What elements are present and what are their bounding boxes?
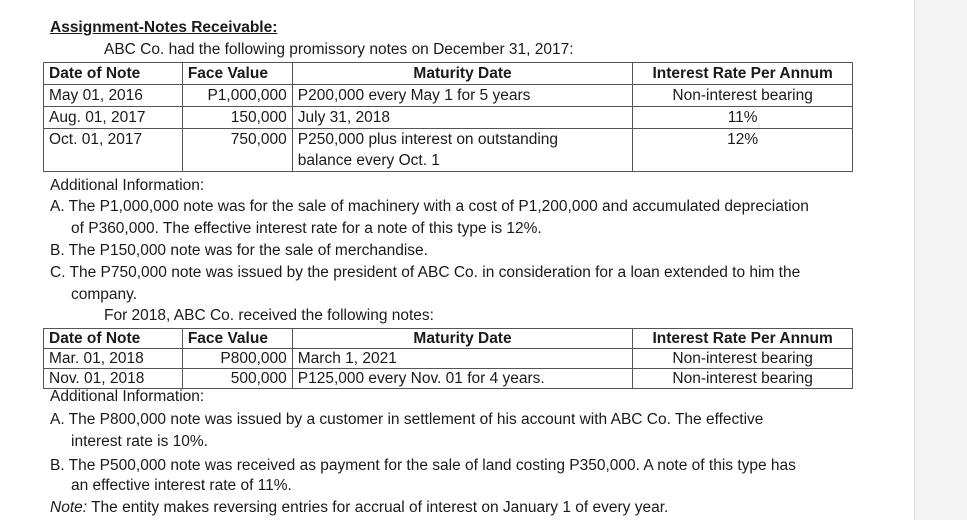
cell-date: Nov. 01, 2018	[44, 369, 183, 389]
document-title: Assignment-Notes Receivable:	[50, 19, 278, 36]
header-face-value: Face Value	[182, 63, 292, 85]
notes-2018-table	[43, 328, 853, 389]
table-row	[44, 349, 853, 369]
header-interest-rate: Interest Rate Per Annum	[633, 329, 853, 349]
cell-face: P1,000,000	[182, 85, 292, 107]
header-face-value: Face Value	[182, 329, 292, 349]
table-row	[44, 85, 853, 107]
note-text: The entity makes reversing entries for accrual of interest on January 1 of every year.	[87, 499, 669, 516]
right-margin-panel	[914, 0, 967, 520]
cell-date: May 01, 2016	[44, 85, 183, 107]
cell-maturity: P125,000 every Nov. 01 for 4 years.	[292, 369, 633, 389]
cell-maturity: P200,000 every May 1 for 5 years	[292, 85, 633, 107]
additional-info-label-2: Additional Information:	[50, 388, 205, 405]
header-maturity: Maturity Date	[292, 329, 633, 349]
cell-rate: Non-interest bearing	[633, 369, 853, 389]
cell-maturity: March 1, 2021	[292, 349, 633, 369]
cell-maturity	[292, 129, 633, 172]
intro-2017: ABC Co. had the following promissory notes on December 31, 2017:	[104, 41, 574, 58]
info1-a-line1: A. The P1,000,000 note was for the sale of machinery with a cost of P1,200,000 and accumulated depreciation	[50, 198, 809, 215]
cell-face: 500,000	[182, 369, 292, 389]
cell-date: Oct. 01, 2017	[44, 129, 183, 172]
note-label: Note:	[50, 499, 88, 516]
cell-rate: Non-interest bearing	[633, 85, 853, 107]
table-row	[44, 107, 853, 129]
header-date: Date of Note	[44, 63, 183, 85]
intro-2018: For 2018, ABC Co. received the following notes:	[104, 307, 434, 324]
cell-rate: Non-interest bearing	[633, 349, 853, 369]
additional-info-label: Additional Information:	[50, 177, 205, 194]
note-line	[50, 498, 668, 518]
info2-b-line1: B. The P500,000 note was received as payment for the sale of land costing P350,000. A note of this type has	[50, 457, 796, 474]
info1-c-line2: company.	[71, 286, 138, 303]
info2-a-line1: A. The P800,000 note was issued by a customer in settlement of his account with ABC Co. The effective	[50, 411, 764, 428]
info2-a-line2: interest rate is 10%.	[71, 433, 208, 450]
notes-2017-table	[43, 62, 853, 172]
cell-face: 150,000	[182, 107, 292, 129]
header-date: Date of Note	[44, 329, 183, 349]
table-header-row	[44, 63, 853, 85]
info2-b-line2: an effective interest rate of 11%.	[71, 477, 292, 494]
cell-rate: 11%	[633, 107, 853, 129]
info1-a-line2: of P360,000. The effective interest rate for a note of this type is 12%.	[71, 220, 542, 237]
info1-b: B. The P150,000 note was for the sale of merchandise.	[50, 242, 428, 259]
cell-date: Aug. 01, 2017	[44, 107, 183, 129]
maturity-line-1: P250,000 plus interest on outstanding	[297, 131, 559, 148]
cell-maturity: July 31, 2018	[292, 107, 633, 129]
cell-face: P800,000	[182, 349, 292, 369]
header-maturity: Maturity Date	[292, 63, 633, 85]
table-row	[44, 369, 853, 389]
table-row	[44, 129, 853, 172]
table-header-row	[44, 329, 853, 349]
cell-face: 750,000	[182, 129, 292, 172]
header-interest-rate: Interest Rate Per Annum	[633, 63, 853, 85]
cell-date: Mar. 01, 2018	[44, 349, 183, 369]
info1-c-line1: C. The P750,000 note was issued by the president of ABC Co. in consideration for a loan extended to him the	[50, 264, 801, 281]
maturity-line-2: balance every Oct. 1	[297, 152, 440, 169]
cell-rate: 12%	[633, 129, 853, 172]
